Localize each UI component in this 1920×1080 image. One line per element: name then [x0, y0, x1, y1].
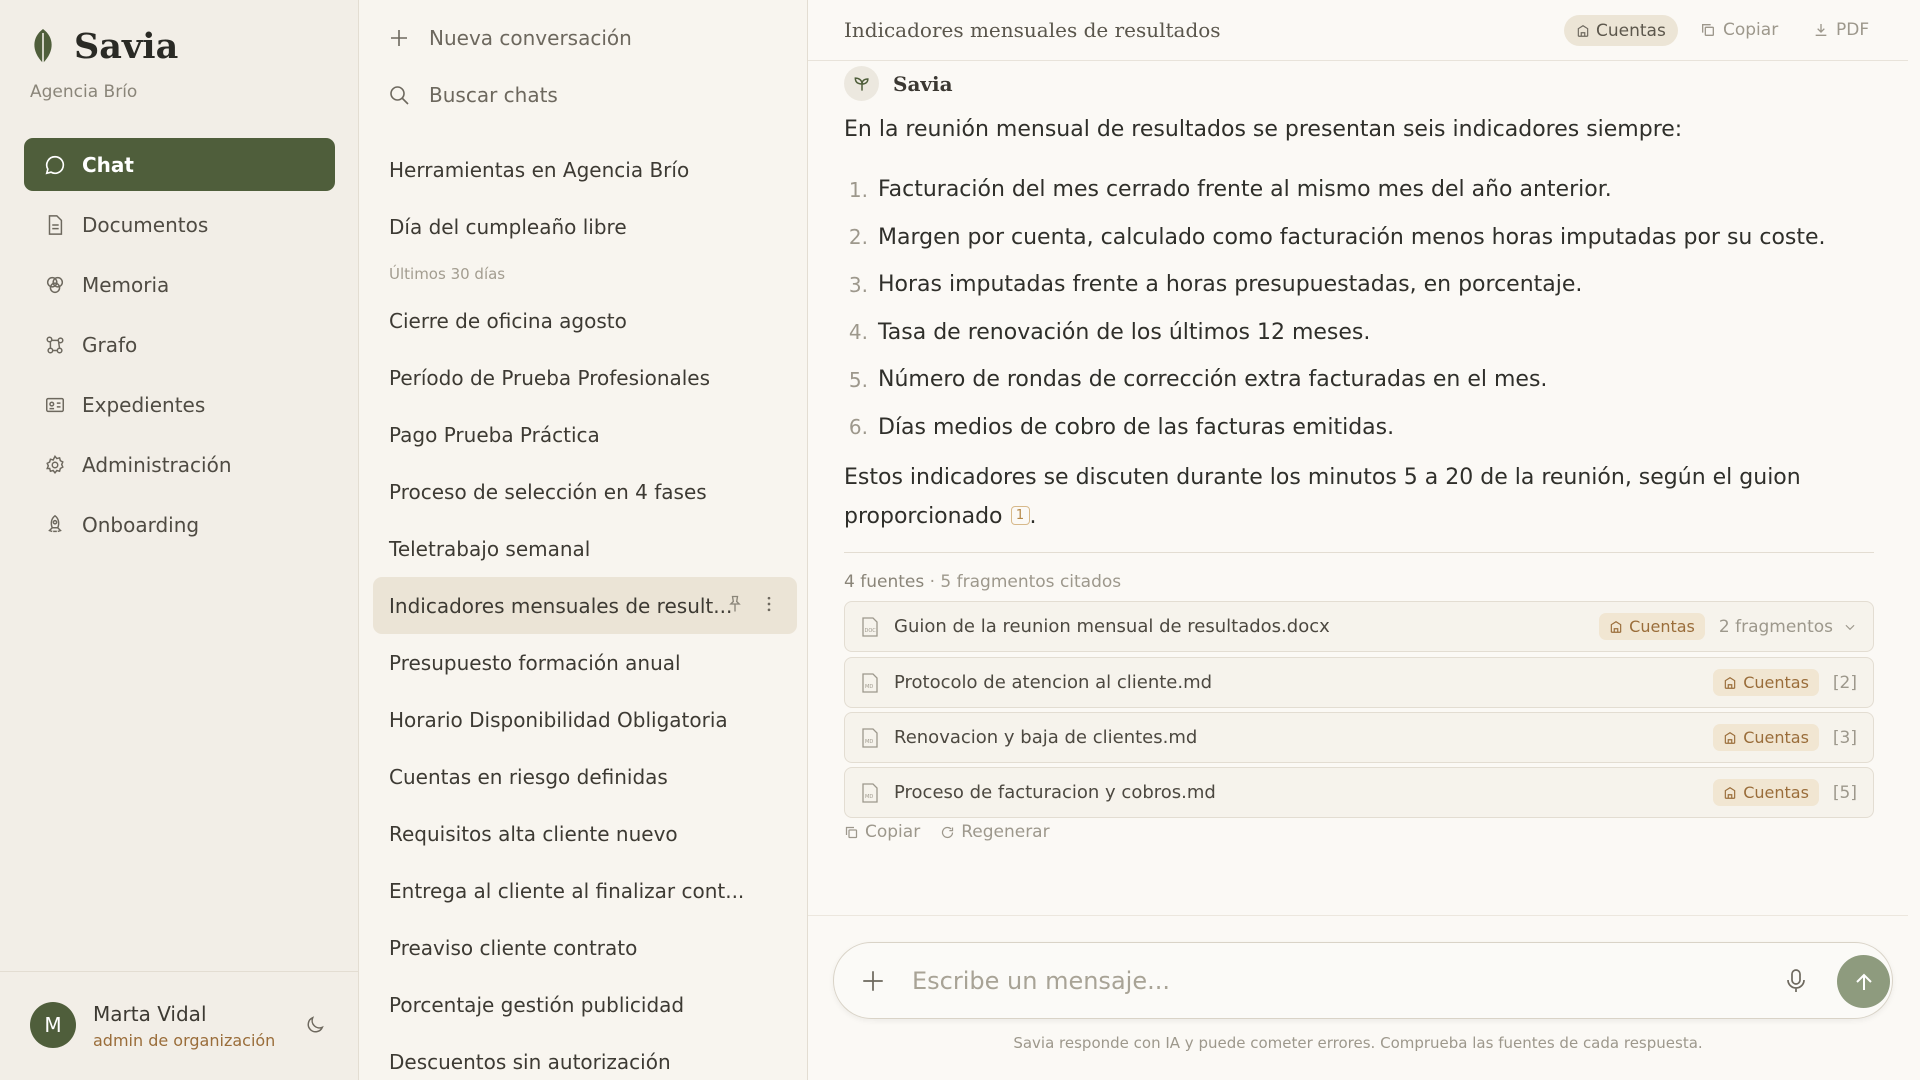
- collection-badge: [1713, 669, 1819, 696]
- message-actions: [844, 822, 1050, 842]
- chat-item[interactable]: Pago Prueba Práctica: [389, 422, 600, 447]
- chat-item[interactable]: Día del cumpleaño libre: [389, 214, 627, 239]
- list-item: [844, 261, 1874, 309]
- citation-ref: [2]: [1832, 672, 1857, 693]
- nav-label: Documentos: [82, 212, 209, 237]
- chat-item[interactable]: Porcentaje gestión publicidad: [389, 992, 685, 1017]
- nav-label: Chat: [82, 152, 134, 177]
- outro-text: Estos indicadores se discuten durante los minutos 5 a 20 de la reunión, según el guion: [844, 465, 1801, 490]
- gear-icon: [44, 454, 66, 476]
- message-author: [844, 66, 953, 101]
- fragments-toggle[interactable]: [1719, 617, 1857, 637]
- chat-item[interactable]: Proceso de selección en 4 fases: [389, 479, 707, 504]
- source-item[interactable]: [844, 601, 1874, 652]
- graph-icon: [44, 334, 66, 356]
- collection-badge: [1713, 779, 1819, 806]
- regenerate-button[interactable]: [940, 822, 1049, 842]
- chat-item-active[interactable]: [373, 577, 797, 634]
- divider: [844, 552, 1874, 553]
- nav-item-memoria[interactable]: [24, 258, 335, 311]
- file-icon: [861, 617, 879, 637]
- svg-text:MD: MD: [865, 793, 874, 800]
- building-icon: [1576, 24, 1590, 38]
- source-item[interactable]: [844, 712, 1874, 763]
- nav-item-documentos[interactable]: [24, 198, 335, 251]
- copy-icon: [1700, 22, 1716, 38]
- chat-item[interactable]: Requisitos alta cliente nuevo: [389, 821, 678, 846]
- source-name: Proceso de facturacion y cobros.md: [894, 782, 1216, 803]
- building-icon: [1609, 620, 1623, 634]
- nav-label: Administración: [82, 452, 232, 477]
- collection-badge: [1713, 724, 1819, 751]
- organization-name: Agencia Brío: [30, 82, 138, 102]
- fragments-label: 2 fragmentos: [1718, 616, 1833, 637]
- building-icon: [1723, 676, 1737, 690]
- collection-chip[interactable]: [1564, 15, 1678, 46]
- plus-icon: [387, 26, 411, 50]
- list-item: [844, 404, 1874, 452]
- list-number: 5.: [848, 367, 868, 392]
- chat-item[interactable]: Herramientas en Agencia Brío: [389, 157, 690, 182]
- list-item-text: Días medios de cobro de las facturas emitidas.: [878, 414, 1395, 440]
- pdf-label: PDF: [1836, 20, 1870, 40]
- leaf-logo-icon: [30, 27, 56, 67]
- list-item-text: Margen por cuenta, calculado como facturación menos horas imputadas por su coste.: [878, 224, 1826, 250]
- moon-icon[interactable]: [304, 1014, 326, 1036]
- copy-message-button[interactable]: [844, 822, 920, 842]
- pdf-button[interactable]: [1813, 20, 1869, 40]
- search-icon: [387, 83, 411, 107]
- building-icon: [1723, 731, 1737, 745]
- chevron-down-icon: [1843, 620, 1857, 634]
- chat-history-panel: [359, 0, 808, 1080]
- microphone-icon[interactable]: [1784, 968, 1808, 994]
- search-chats-button[interactable]: [387, 83, 558, 107]
- nav-item-expedientes[interactable]: [24, 378, 335, 431]
- chat-item-label: Indicadores mensuales de result...: [389, 593, 733, 618]
- list-item-text: Horas imputadas frente a horas presupuestadas, en porcentaje.: [878, 272, 1583, 298]
- more-options-icon[interactable]: [759, 594, 779, 614]
- chat-item[interactable]: Período de Prueba Profesionales: [389, 365, 711, 390]
- chat-item[interactable]: Presupuesto formación anual: [389, 650, 681, 675]
- sources-count: 4 fuentes: [844, 572, 925, 592]
- nav-label: Expedientes: [82, 392, 206, 417]
- source-item[interactable]: [844, 657, 1874, 708]
- chat-item[interactable]: Teletrabajo semanal: [389, 536, 591, 561]
- list-number: 3.: [848, 272, 868, 297]
- sources-fragments: · 5 fragmentos citados: [924, 572, 1122, 592]
- citation-marker[interactable]: 1: [1011, 506, 1030, 525]
- send-button[interactable]: [1837, 955, 1890, 1008]
- chat-item[interactable]: Descuentos sin autorización: [389, 1049, 671, 1074]
- avatar[interactable]: M: [30, 1002, 76, 1048]
- conversation-title: Indicadores mensuales de resultados: [844, 18, 1221, 42]
- chat-item[interactable]: Preaviso cliente contrato: [389, 935, 638, 960]
- list-item-text: Tasa de renovación de los últimos 12 meses.: [878, 319, 1371, 345]
- badge-label: Cuentas: [1743, 673, 1809, 692]
- brand-name: Savia: [74, 26, 179, 67]
- brand[interactable]: [30, 26, 178, 67]
- file-icon: [861, 728, 879, 748]
- list-item-text: Facturación del mes cerrado frente al mismo mes del año anterior.: [878, 177, 1612, 203]
- chat-list: [373, 141, 797, 1080]
- id-card-icon: [44, 394, 66, 416]
- new-chat-label: Nueva conversación: [429, 26, 632, 50]
- svg-text:MD: MD: [865, 738, 874, 745]
- copy-conversation-button[interactable]: [1700, 20, 1778, 40]
- disclaimer: Savia responde con IA y puede cometer errores. Comprueba las fuentes de cada respuesta.: [1013, 1034, 1703, 1052]
- arrow-up-icon: [1852, 970, 1876, 994]
- chat-item[interactable]: Cierre de oficina agosto: [389, 308, 627, 333]
- nav-item-onboarding[interactable]: [24, 498, 335, 551]
- outro-text-2: proporcionado: [844, 504, 1003, 529]
- user-role: admin de organización: [93, 1031, 276, 1050]
- copy-label: Copiar: [1723, 20, 1779, 40]
- collection-badge: [1599, 613, 1705, 640]
- badge-label: Cuentas: [1743, 728, 1809, 747]
- file-icon: [861, 783, 879, 803]
- copy-message-label: Copiar: [865, 822, 921, 842]
- outro-end: .: [1029, 504, 1037, 529]
- nav-label: Onboarding: [82, 512, 200, 537]
- file-icon: [861, 673, 879, 693]
- rocket-icon: [44, 514, 66, 536]
- list-number: 4.: [848, 320, 868, 345]
- indicator-list: [844, 166, 1874, 451]
- nav-item-chat[interactable]: [24, 138, 335, 191]
- message-outro: [844, 458, 1874, 536]
- message-input[interactable]: [912, 960, 1712, 1002]
- nav-item-administracion[interactable]: [24, 438, 335, 491]
- author-name: Savia: [893, 71, 953, 96]
- sprout-icon: [844, 66, 879, 101]
- nav-label: Memoria: [82, 272, 170, 297]
- source-name: Renovacion y baja de clientes.md: [894, 727, 1198, 748]
- composer-divider: [808, 915, 1908, 916]
- chat-item[interactable]: Entrega al cliente al finalizar cont...: [389, 878, 745, 903]
- list-number: 2.: [848, 225, 868, 250]
- main-nav: [24, 138, 335, 558]
- list-item-text: Número de rondas de corrección extra facturadas en el mes.: [878, 367, 1548, 393]
- list-number: 1.: [848, 177, 868, 202]
- source-name: Protocolo de atencion al cliente.md: [894, 672, 1213, 693]
- citation-ref: [5]: [1832, 782, 1857, 803]
- citation-ref: [3]: [1832, 727, 1857, 748]
- list-item: [844, 214, 1874, 262]
- source-name: Guion de la reunion mensual de resultados.docx: [894, 616, 1330, 637]
- svg-text:MD: MD: [865, 683, 874, 690]
- brain-icon: [44, 274, 66, 296]
- document-icon: [44, 214, 66, 236]
- svg-text:DOC: DOC: [864, 627, 876, 634]
- download-icon: [1813, 22, 1829, 38]
- collection-chip-label: Cuentas: [1596, 20, 1666, 41]
- list-item: [844, 309, 1874, 357]
- conversation-header: [808, 0, 1908, 61]
- message-intro: En la reunión mensual de resultados se presentan seis indicadores siempre:: [844, 117, 1683, 142]
- attach-plus-icon[interactable]: [860, 968, 886, 994]
- list-item: [844, 166, 1874, 214]
- chat-bubble-icon: [44, 154, 66, 176]
- chat-group-heading: Últimos 30 días: [389, 264, 506, 283]
- badge-label: Cuentas: [1629, 617, 1695, 636]
- main-sidebar: [0, 0, 359, 1080]
- chat-item[interactable]: Horario Disponibilidad Obligatoria: [389, 707, 728, 732]
- search-chats-label: Buscar chats: [429, 83, 558, 107]
- regenerate-label: Regenerar: [961, 822, 1050, 842]
- user-panel[interactable]: [0, 971, 359, 1080]
- copy-icon: [844, 825, 859, 840]
- nav-item-grafo[interactable]: [24, 318, 335, 371]
- badge-label: Cuentas: [1743, 783, 1809, 802]
- nav-label: Grafo: [82, 332, 138, 357]
- chat-item[interactable]: Cuentas en riesgo definidas: [389, 764, 668, 789]
- sources-summary: [844, 572, 1121, 592]
- building-icon: [1723, 786, 1737, 800]
- list-item: [844, 356, 1874, 404]
- source-item[interactable]: [844, 767, 1874, 818]
- conversation-panel: [808, 0, 1920, 1080]
- refresh-icon: [940, 825, 955, 840]
- user-name: Marta Vidal: [93, 1002, 207, 1026]
- list-number: 6.: [848, 415, 868, 440]
- pin-icon[interactable]: [725, 594, 745, 614]
- new-chat-button[interactable]: [387, 26, 632, 50]
- message-composer: [833, 942, 1893, 1019]
